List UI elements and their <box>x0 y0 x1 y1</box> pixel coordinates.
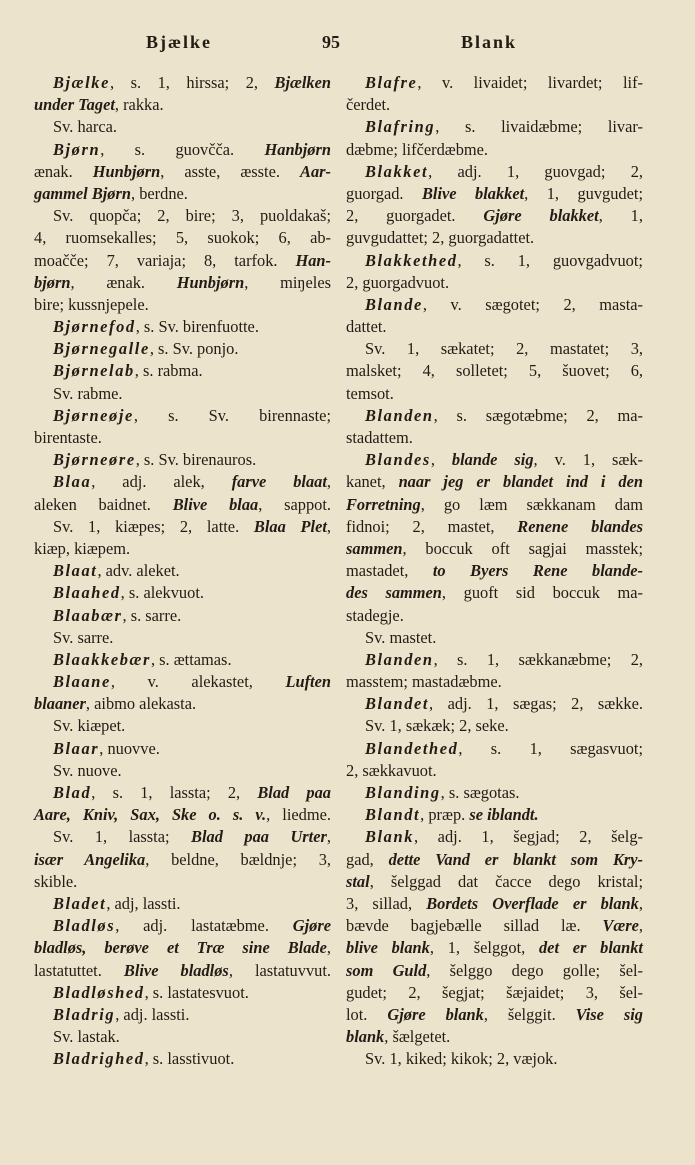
definition-text: Sv. 1, lassta; <box>53 827 192 847</box>
text-line <box>34 560 331 582</box>
definition-text: lastatuttet. <box>34 960 124 980</box>
definition-text: , asste, æsste. <box>160 161 301 181</box>
text-line <box>34 982 331 1004</box>
headword: Blandethed <box>365 738 459 758</box>
text-line <box>34 338 331 360</box>
text-line <box>34 405 331 427</box>
text-line <box>346 649 643 671</box>
text-line <box>34 782 331 804</box>
definition-text: 4, ruomsekalles; 5, suokok; 6, ab- <box>34 228 331 248</box>
definition-text: Sv. 1, sækæk; 2, seke. <box>365 716 509 736</box>
definition-text: , s. ættamas. <box>150 649 232 669</box>
text-line <box>346 94 643 116</box>
text-line <box>346 183 643 205</box>
text-line <box>346 316 643 338</box>
example-phrase: Luften <box>285 672 331 692</box>
example-phrase: Forretning <box>346 494 421 514</box>
definition-text: , adj. 1, sægas; 2, sække. <box>429 694 643 714</box>
definition-text: , šælgetet. <box>384 1027 451 1047</box>
text-line <box>346 1004 643 1026</box>
text-line <box>346 250 643 272</box>
text-line <box>34 582 331 604</box>
text-line <box>346 405 643 427</box>
definition-text: bire; kussnjepele. <box>34 294 149 314</box>
text-line <box>34 937 331 959</box>
headword: Bladløs <box>53 916 116 936</box>
text-line <box>34 538 331 560</box>
text-line <box>34 383 331 405</box>
definition-text: , <box>638 916 643 936</box>
text-line <box>34 449 331 471</box>
example-phrase: blaaner <box>34 694 86 714</box>
text-line <box>34 116 331 138</box>
definition-text: lot. <box>346 1004 388 1024</box>
text-line <box>346 937 643 959</box>
headword: Blaakkebær <box>53 649 151 669</box>
definition-text: , v. 1, sæk- <box>533 450 643 470</box>
text-line <box>34 205 331 227</box>
text-line <box>34 605 331 627</box>
text-line <box>34 871 331 893</box>
definition-text: čerdet. <box>346 95 391 115</box>
headword: Blande <box>365 294 423 314</box>
definition-text: Sv. sarre. <box>53 627 114 647</box>
definition-text: , præp. <box>420 805 470 825</box>
text-line <box>34 516 331 538</box>
text-line <box>34 1004 331 1026</box>
definition-text: gudet; 2, šegjat; šæjaidet; 3, šel- <box>346 982 643 1002</box>
text-line <box>346 294 643 316</box>
definition-text: , 1, guvgudet; <box>524 183 644 203</box>
text-line <box>346 427 643 449</box>
text-line <box>34 471 331 493</box>
definition-text: temsot. <box>346 383 394 403</box>
headword: Blafre <box>365 73 418 92</box>
text-line <box>346 516 643 538</box>
definition-text: , nuovve. <box>99 738 160 758</box>
example-phrase: Blaa Plet <box>253 516 327 536</box>
definition-text: , s. 1, sægasvuot; <box>458 738 643 758</box>
text-line <box>346 804 643 826</box>
definition-text: Sv. lastak. <box>53 1027 120 1047</box>
text-line <box>346 1048 643 1070</box>
headword: Bladet <box>53 893 107 913</box>
definition-text: , <box>326 827 331 847</box>
example-phrase: som Guld <box>346 960 427 980</box>
example-phrase: Aar- <box>300 161 332 181</box>
definition-text: , boccuk oft sagjai masstek; <box>402 538 643 558</box>
example-phrase: Blad paa <box>257 783 331 802</box>
definition-text: , rakka. <box>114 95 164 115</box>
text-line <box>346 538 643 560</box>
example-phrase: Han- <box>295 250 331 270</box>
definition-text: , šelggo dego golle; šel- <box>426 960 644 980</box>
headword: Blakkethed <box>365 250 458 270</box>
definition-text: , liedme. <box>266 805 331 825</box>
example-phrase: stal <box>346 871 370 891</box>
text-line <box>346 360 643 382</box>
definition-text: , v. sægotet; 2, masta- <box>422 294 643 314</box>
example-phrase: bladløs, berøve et Træ sine Blade <box>34 938 327 958</box>
text-line <box>346 871 643 893</box>
definition-text: kiæp, kiæpem. <box>34 538 131 558</box>
text-line <box>34 849 331 871</box>
example-phrase: gammel Bjørn <box>34 183 131 203</box>
definition-text: , šelggad dat čacce dego kristal; <box>369 871 643 891</box>
definition-text: guorgad. <box>346 183 422 203</box>
example-phrase: Bjælken <box>274 73 331 92</box>
headword: Bladløshed <box>53 982 145 1002</box>
headword: Bjørnegalle <box>53 339 150 359</box>
text-line <box>346 560 643 582</box>
definition-text: , <box>326 938 331 958</box>
text-line <box>34 738 331 760</box>
definition-text: , adj. 1, guovgad; 2, <box>428 161 643 181</box>
text-line <box>346 982 643 1004</box>
example-phrase: Renene blandes <box>517 516 643 536</box>
text-line <box>346 915 643 937</box>
right-column <box>346 72 643 1070</box>
example-phrase: Blive bladløs <box>123 960 229 980</box>
headword: Blanden <box>365 405 434 425</box>
definition-text: , s. livaidæbme; livar- <box>435 117 643 137</box>
definition-text: mastadet, <box>346 561 433 581</box>
example-phrase: blive blank <box>346 938 430 958</box>
example-phrase: Hunbjørn <box>92 161 161 181</box>
definition-text: 2, guorgadvuot. <box>346 272 450 292</box>
text-line <box>34 183 331 205</box>
headword: Bjørnefod <box>53 317 136 337</box>
definition-text: , s. lasstivuot. <box>144 1049 235 1069</box>
text-line <box>34 427 331 449</box>
text-line <box>346 960 643 982</box>
text-line <box>34 804 331 826</box>
headword: Bjælke <box>53 73 110 92</box>
example-phrase: dette Vand er blankt som Kry- <box>388 849 643 869</box>
text-line <box>346 693 643 715</box>
text-line <box>34 294 331 316</box>
headword: Bjørn <box>53 139 101 159</box>
headword: Blad <box>53 783 92 802</box>
definition-text: , s. 1, lassta; 2, <box>91 783 258 802</box>
definition-text: ænak. <box>34 161 93 181</box>
definition-text: Sv. 1, sækatet; 2, mastatet; 3, <box>365 339 643 359</box>
text-line <box>34 494 331 516</box>
text-line <box>346 449 643 471</box>
headword: Blaa <box>53 472 92 492</box>
definition-text: , s. Sv. ponjo. <box>149 339 239 359</box>
definition-text: guvgudattet; 2, guorgadattet. <box>346 228 535 248</box>
text-line <box>34 94 331 116</box>
example-phrase: blank <box>346 1027 385 1047</box>
definition-text: , miŋeles <box>244 272 331 292</box>
text-line <box>34 161 331 183</box>
definition-text: kanet, <box>346 472 399 492</box>
definition-text: , s. sægotas. <box>440 783 520 802</box>
text-line <box>346 139 643 161</box>
headword: Bladrighed <box>53 1049 145 1069</box>
definition-text: , 1, šelggot, <box>429 938 539 958</box>
text-line <box>346 272 643 294</box>
definition-text: , berdne. <box>131 183 188 203</box>
definition-text: , s. Sv. birennaste; <box>133 405 331 425</box>
page-header <box>0 32 695 62</box>
definition-text: Sv. kiæpet. <box>53 716 126 736</box>
definition-text: , adj. lastatæbme. <box>115 916 293 936</box>
definition-text: 2, sækkavuot. <box>346 760 437 780</box>
example-phrase: Gjøre <box>292 916 331 936</box>
definition-text: , <box>430 450 452 470</box>
headword: Bladrig <box>53 1004 116 1024</box>
text-line <box>346 72 643 94</box>
definition-text: , adj. lassti. <box>115 1004 190 1024</box>
definition-text: , s. Sv. birenauros. <box>135 450 257 470</box>
text-line <box>34 627 331 649</box>
text-line <box>346 1026 643 1048</box>
text-line <box>346 116 643 138</box>
definition-text: Sv. harca. <box>53 117 118 137</box>
definition-text: dæbme; lifčerdæbme. <box>346 139 489 159</box>
headword: Bjørneøje <box>53 405 134 425</box>
text-line <box>34 360 331 382</box>
text-line <box>34 316 331 338</box>
text-line <box>34 715 331 737</box>
definition-text: , beldne, bældnje; 3, <box>145 849 331 869</box>
example-phrase: to Byers Rene blande- <box>432 561 643 581</box>
text-line <box>34 250 331 272</box>
text-line <box>346 338 643 360</box>
definition-text: malsket; 4, solletet; 5, šuovet; 6, <box>346 361 643 381</box>
text-line <box>346 205 643 227</box>
example-phrase: Blad paa Urter <box>191 827 327 847</box>
text-line <box>34 693 331 715</box>
definition-text: birentaste. <box>34 428 102 447</box>
definition-text: skible. <box>34 871 78 891</box>
text-line <box>346 494 643 516</box>
headword: Blandes <box>365 450 431 470</box>
example-phrase: blande sig <box>451 450 534 470</box>
text-line <box>34 893 331 915</box>
definition-text: moačče; 7, variaja; 8, tarfok. <box>34 250 296 270</box>
example-phrase: Vise sig <box>575 1004 643 1024</box>
example-phrase: Bordets Overflade er blank <box>426 893 639 913</box>
text-line <box>34 1048 331 1070</box>
text-line <box>34 139 331 161</box>
definition-text: , s. 1, sækkanæbme; 2, <box>433 649 643 669</box>
text-line <box>346 671 643 693</box>
text-line <box>34 671 331 693</box>
page-number: 95 <box>322 32 340 52</box>
headword: Blakket <box>365 161 429 181</box>
text-line <box>34 272 331 294</box>
example-phrase: det er blankt <box>538 938 643 958</box>
headword: Bjørnelab <box>53 361 135 381</box>
text-line <box>346 161 643 183</box>
example-phrase: Aare, Kniv, Sax, Ske o. s. v. <box>34 805 267 825</box>
example-phrase: naar jeg er blandet ind i den <box>398 472 643 492</box>
definition-text: , s. sægotæbme; 2, ma- <box>433 405 643 425</box>
definition-text: Sv. mastet. <box>365 627 437 647</box>
definition-text: , adv. aleket. <box>97 561 180 581</box>
definition-text: , <box>638 893 643 913</box>
definition-text: , v. alekastet, <box>110 672 286 692</box>
example-phrase: Gjøre blakket <box>483 206 599 226</box>
definition-text: fidnoi; 2, mastet, <box>346 516 518 536</box>
text-line <box>34 760 331 782</box>
text-line <box>34 960 331 982</box>
definition-text: , <box>326 472 331 492</box>
definition-text: , <box>326 516 332 536</box>
headword: Blandt <box>365 805 421 825</box>
headword: Blaabær <box>53 605 123 625</box>
definition-text: , s. Sv. birenfuotte. <box>135 317 259 337</box>
definition-text: , s. sarre. <box>122 605 182 625</box>
definition-text: stadegje. <box>346 605 404 625</box>
text-line <box>34 72 331 94</box>
definition-text: , v. livaidet; livardet; lif- <box>417 73 643 92</box>
text-line <box>346 605 643 627</box>
example-phrase: især Angelika <box>34 849 146 869</box>
definition-text: stadattem. <box>346 428 413 447</box>
text-line <box>346 715 643 737</box>
definition-text: 3, sillad, <box>346 893 427 913</box>
definition-text: Sv. nuove. <box>53 760 122 780</box>
definition-text: dattet. <box>346 317 387 337</box>
example-phrase: bjørn <box>34 272 71 292</box>
header-first-headword: Bjælke <box>146 32 212 52</box>
text-line <box>346 383 643 405</box>
definition-text: gad, <box>346 849 389 869</box>
definition-text: Sv. 1, kiæpes; 2, latte. <box>53 516 254 536</box>
example-phrase: des sammen <box>346 583 442 603</box>
definition-text: , s. lastatesvuot. <box>144 982 249 1002</box>
definition-text: , aibmo alekasta. <box>85 694 197 714</box>
example-phrase: se iblandt. <box>469 805 539 825</box>
text-line <box>346 826 643 848</box>
example-phrase: under Taget <box>34 95 115 115</box>
definition-text: , s. guovčča. <box>100 139 265 159</box>
example-phrase: sammen <box>346 538 403 558</box>
definition-text: Sv. 1, kiked; kikok; 2, væjok. <box>365 1049 558 1069</box>
example-phrase: Blive blakket <box>421 183 525 203</box>
header-last-headword: Blank <box>461 32 518 52</box>
text-line <box>346 782 643 804</box>
text-line <box>346 227 643 249</box>
definition-text: 2, guorgadet. <box>346 206 484 226</box>
headword: Bjørneøre <box>53 450 136 470</box>
headword: Blanden <box>365 649 434 669</box>
headword: Blafring <box>365 117 436 137</box>
example-phrase: Være <box>602 916 639 936</box>
headword: Blaane <box>53 672 111 692</box>
definition-text: , sappot. <box>258 494 332 514</box>
text-line <box>34 1026 331 1048</box>
definition-text: , adj. 1, šegjad; 2, šelg- <box>414 827 643 847</box>
example-phrase: Hanbjørn <box>264 139 331 159</box>
definition-text: aleken baidnet. <box>34 494 173 514</box>
example-phrase: Hunbjørn <box>176 272 245 292</box>
text-line <box>346 893 643 915</box>
definition-text: , adj, lassti. <box>106 893 181 913</box>
definition-text: , šelggit. <box>483 1004 576 1024</box>
headword: Blank <box>365 827 414 847</box>
example-phrase: Blive blaa <box>172 494 259 514</box>
definition-text: masstem; mastadæbme. <box>346 672 502 692</box>
headword: Blaar <box>53 738 100 758</box>
definition-text: , guoft sid boccuk ma- <box>441 583 643 603</box>
text-line <box>34 915 331 937</box>
text-line <box>34 649 331 671</box>
example-phrase: Gjøre blank <box>387 1004 484 1024</box>
text-line <box>346 582 643 604</box>
definition-text: , s. 1, guovgadvuot; <box>457 250 643 270</box>
text-line <box>346 849 643 871</box>
definition-text: , s. alekvuot. <box>120 583 204 603</box>
text-line <box>346 738 643 760</box>
definition-text: , go læm sækkanam dam <box>420 494 643 514</box>
definition-text: , 1, <box>598 206 643 226</box>
headword: Blanding <box>365 783 441 802</box>
definition-text: bævde bagjebælle sillad læ. <box>346 916 603 936</box>
definition-text: , s. 1, hirssa; 2, <box>109 73 275 92</box>
headword: Blaahed <box>53 583 121 603</box>
definition-text: Sv. quopča; 2, bire; 3, puoldakaš; <box>53 206 331 226</box>
definition-text: , adj. alek, <box>91 472 232 492</box>
definition-text: , ænak. <box>70 272 177 292</box>
definition-text: , s. rabma. <box>134 361 203 381</box>
definition-text: Sv. rabme. <box>53 383 123 403</box>
example-phrase: farve blaat <box>231 472 327 492</box>
text-line <box>346 627 643 649</box>
text-line <box>346 471 643 493</box>
headword: Blandet <box>365 694 430 714</box>
text-line <box>346 760 643 782</box>
left-column <box>34 72 331 1070</box>
text-line <box>34 227 331 249</box>
definition-text: , lastatuvvut. <box>228 960 331 980</box>
headword: Blaat <box>53 561 98 581</box>
text-line <box>34 826 331 848</box>
